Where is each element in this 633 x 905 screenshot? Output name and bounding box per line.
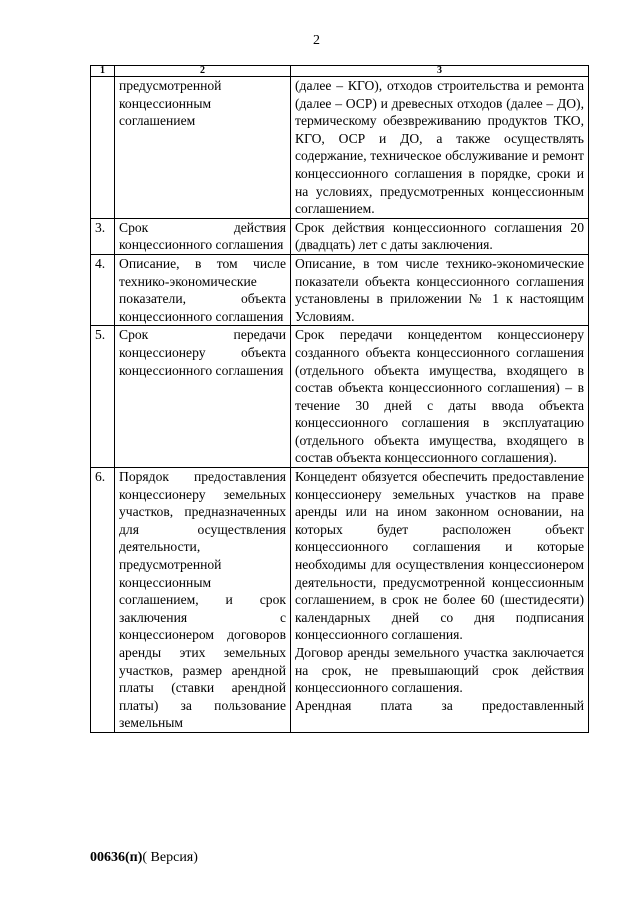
row-number: 4.	[91, 254, 115, 325]
row-text: Описание, в том числе технико-экономические показатели объекта концессионного соглашения установлены в приложении № 1 к настоящим Условиям.	[291, 254, 589, 325]
row-text-paragraph-3: Арендная плата за предоставленный	[295, 697, 584, 713]
row-number: 3.	[91, 218, 115, 254]
document-code: 00636(п)	[90, 850, 143, 865]
table-row	[91, 254, 589, 325]
row-title: Порядок предоставления концессионеру земельных участков, предназначенных для осуществления деятельности, предусмотренной концессионным соглашением, и срок заключения с концессионером договоров аренды этих земельных участков, размер арендной платы (ставки арендной платы) за пользование земельным	[115, 468, 291, 733]
row-text: Срок действия концессионного соглашения 20 (двадцать) лет с даты заключения.	[291, 218, 589, 254]
column-header: 2	[115, 66, 291, 77]
row-title: предусмотренной концессионным соглашением	[115, 77, 291, 219]
table-row	[91, 326, 589, 468]
document-version: ( Версия)	[142, 850, 198, 865]
row-number: 5.	[91, 326, 115, 468]
column-header: 1	[91, 66, 115, 77]
row-number	[91, 77, 115, 219]
row-text-cell	[291, 468, 589, 733]
row-title: Описание, в том числе технико-экономические показатели, объекта концессионного соглашения	[115, 254, 291, 325]
conditions-table	[90, 65, 589, 733]
table-row	[91, 77, 589, 219]
row-text-paragraph-2: Договор аренды земельного участка заключается на срок, не превышающий срок действия концессионного соглашения.	[295, 645, 584, 696]
table-row	[91, 218, 589, 254]
page-number: 2	[313, 33, 320, 48]
row-text: Срок передачи концедентом концессионеру созданного объекта концессионного соглашения (отдельного объекта имущества, входящего в состав объекта концессионного соглашения) – в течение 30 дней с даты ввода объекта концессионного соглашения в эксплуатацию (отдельного объекта имущества, входящего в состав объекта концессионного соглашения).	[291, 326, 589, 468]
table-row	[91, 468, 589, 733]
row-title: Срок действия концессионного соглашения	[115, 218, 291, 254]
row-text: (далее – КГО), отходов строительства и ремонта (далее – ОСР) и древесных отходов (далее – ДО), термическому обезвреживанию продуктов ТКО, КГО, ОСР и ДО, а также осуществлять содержание, техническое обслуживание и ремонт концессионного соглашения в порядке, сроки и на условиях, предусмотренных концессионным соглашением.	[291, 77, 589, 219]
row-number: 6.	[91, 468, 115, 733]
table-header-row	[91, 66, 589, 77]
row-text: Концедент обязуется обеспечить предоставление концессионеру земельных участков на праве аренды или на ином законном основании, на которых будет расположен объект концессионного соглашения и которые необходимы для осуществления концессионером деятельности, предусмотренной концессионным соглашением, в срок не более 60 (шестидесяти) календарных дней со дня подписания концессионного соглашения.	[295, 469, 584, 643]
row-title: Срок передачи концессионеру объекта концессионного соглашения	[115, 326, 291, 468]
document-footer	[90, 850, 198, 866]
column-header: 3	[291, 66, 589, 77]
